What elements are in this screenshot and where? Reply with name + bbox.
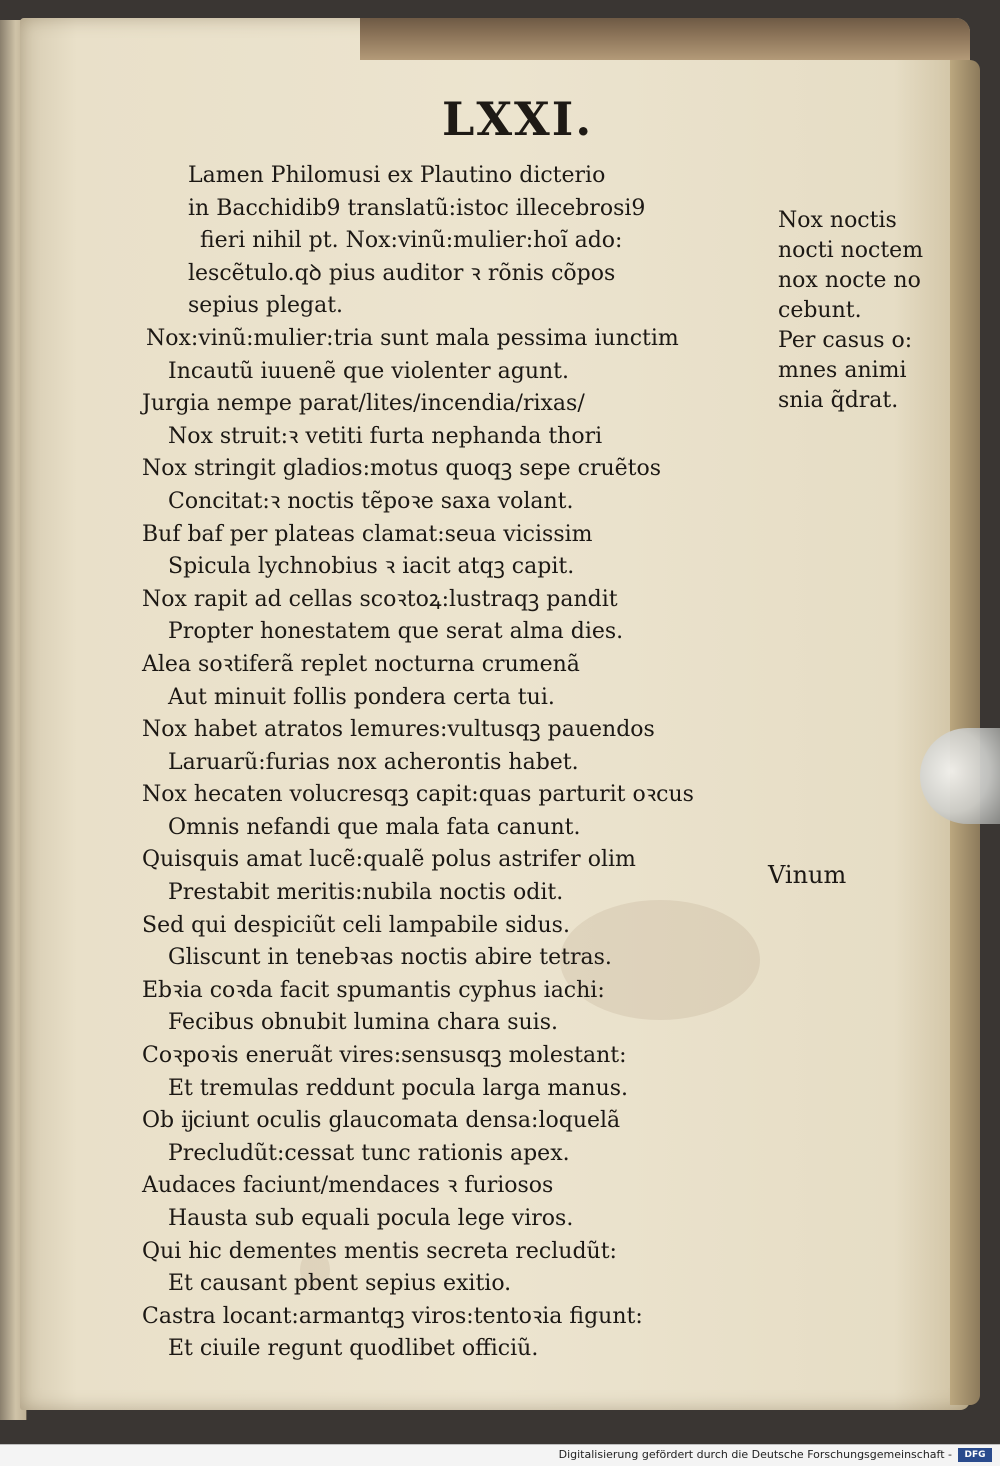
text-line: Quisquis amat lucẽ:qualẽ polus astrifer olim (142, 847, 636, 873)
text-line: Alea soꝛtiferã replet nocturna crumenã (142, 651, 580, 677)
text-line: Castra locant:armantqꝫ viros:tentoꝛia figunt: (142, 1303, 643, 1329)
text-line: in Bacchidib9 translatũ:istoc illecebrosi9 (188, 195, 646, 221)
folio-number: LXXI. (442, 92, 594, 146)
margin-note-line: mnes animi (778, 358, 907, 383)
page-top-edge (360, 18, 970, 60)
text-line: Nox habet atratos lemures:vultusqꝫ pauendos (142, 717, 655, 743)
text-line: Audaces faciunt/mendaces ꝛ furiosos (142, 1173, 554, 1199)
text-line: Nox hecaten volucresqꝫ capit:quas parturit oꝛcus (142, 782, 694, 808)
margin-note-vinum: Vinum (768, 861, 847, 889)
margin-note-line: Nox noctis (778, 208, 897, 233)
text-line: Ob ĳciunt oculis glaucomata densa:loquelã (142, 1108, 621, 1134)
text-line: Jurgia nempe parat/lites/incendia/rixas/ (142, 391, 585, 417)
text-line: sepius plegat. (188, 293, 344, 319)
text-line: Buf baf per plateas clamat:seua vicissim (142, 521, 593, 547)
text-line: Qui hic dementes mentis secreta recludũt: (142, 1238, 617, 1264)
text-line: Laruarũ:furias nox acherontis habet. (168, 749, 579, 775)
text-line: Hausta sub equali pocula lege viros. (168, 1206, 574, 1231)
text-line: Fecibus obnubit lumina chara suis. (168, 1010, 558, 1036)
text-line: Omnis nefandi que mala fata canunt. (168, 814, 581, 840)
text-line: Et causant pbent sepius exitio. (168, 1271, 512, 1297)
text-line: lescẽtulo.qꝺ pius auditor ꝛ rõnis cõpos (188, 260, 616, 286)
footer-bar (0, 1444, 1000, 1466)
margin-note-line: nocti noctem (778, 238, 924, 263)
text-line: Coꝛpoꝛis eneruãt vires:sensusqꝫ molestant: (142, 1043, 627, 1069)
text-line: Et ciuile regunt quodlibet officiũ. (168, 1336, 539, 1362)
text-line: Nox stringit gladios:motus quoqꝫ sepe cruẽtos (142, 456, 662, 482)
text-line: fieri nihil pt. Nox:vinũ:mulier:hoĩ ado: (200, 228, 623, 254)
text-line: Incautũ iuuenẽ que violenter agunt. (168, 358, 569, 384)
text-line: Precludũt:cessat tunc rationis apex. (168, 1140, 570, 1166)
text-line: Lamen Philomusi ex Plautino dicterio (188, 163, 606, 188)
margin-note-line: cebunt. (778, 298, 862, 323)
margin-note-line: nox nocte no (778, 268, 921, 293)
text-line: Sed qui despiciũt celi lampabile sidus. (142, 912, 570, 938)
text-line: Prestabit meritis:nubila noctis odit. (168, 880, 564, 906)
text-line: Concitat:ꝛ noctis tẽpoꝛe saxa volant. (168, 488, 574, 514)
text-line: Ebꝛia coꝛda facit spumantis cyphus iachi: (142, 977, 605, 1003)
text-line: Propter honestatem que serat alma dies. (168, 619, 624, 645)
text-line: Nox struit:ꝛ vetiti furta nephanda thori (168, 423, 603, 449)
text-line: Spicula lychnobius ꝛ iacit atqꝫ capit. (168, 554, 575, 580)
margin-note-nox (778, 206, 923, 416)
margin-note-line: snia q̃drat. (778, 388, 899, 413)
text-line: Aut minuit follis pondera certa tui. (168, 684, 555, 710)
dfg-logo: DFG (958, 1448, 992, 1462)
text-line: Gliscunt in tenebꝛas noctis abire tetras. (168, 945, 612, 971)
poem-text-block (128, 160, 738, 1366)
margin-note-line: Per casus o: (778, 328, 913, 353)
text-line: Nox:vinũ:mulier:tria sunt mala pessima iunctim (146, 325, 679, 351)
text-line: Et tremulas reddunt pocula larga manus. (168, 1075, 629, 1101)
text-line: Nox rapit ad cellas scoꝛtoꝝ:lustraqꝫ pandit (142, 586, 618, 612)
footer-credit: Digitalisierung gefördert durch die Deutsche Forschungsgemeinschaft - (558, 1448, 952, 1461)
